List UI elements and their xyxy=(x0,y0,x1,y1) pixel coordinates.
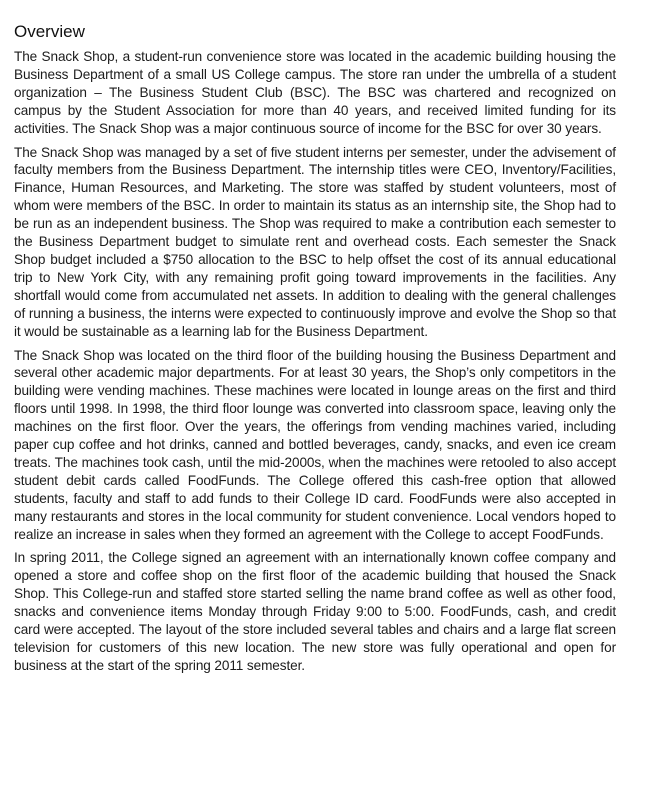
paragraph-new-competitor: In spring 2011, the College signed an agreement with an internationally known coffee company and opened a store and coffee shop on the first floor of the academic building that housed the Snack Shop. This College-run and staffed store started selling the name brand coffee as well as other food, snacks and convenience items Monday through Friday 9:00 to 5:00. FoodFunds, cash, and credit card were accepted. The layout of the store included several tables and chairs and a large flat screen television for customers of this new location. The new store was fully operational and open for business at the start of the spring 2011 semester. xyxy=(14,550,616,673)
document-page xyxy=(14,20,616,681)
paragraph-location-competition: The Snack Shop was located on the third floor of the building housing the Business Department and several other academic major departments. For at least 30 years, the Shop’s only competitors in the building were vending machines. These machines were located in lounge areas on the first and third floors until 1998. In 1998, the third floor lounge was converted into classroom space, leaving only the machines on the first floor. Over the years, the offerings from vending machines varied, including paper cup coffee and hot drinks, canned and bottled beverages, candy, snacks, and even ice cream treats. The machines took cash, until the mid-2000s, when the machines were retooled to also accept student debit cards called FoodFunds. The College offered this cash-free option that allowed students, faculty and staff to add funds to their College ID card. FoodFunds were also accepted in many restaurants and stores in the local community for student convenience. Local vendors hoped to realize an increase in sales when they formed an agreement with the College to accept FoodFunds. xyxy=(14,347,616,542)
section-heading: Overview xyxy=(14,22,85,41)
paragraph-background: The Snack Shop, a student-run convenience store was located in the academic building housing the Business Department of a small US College campus. The store ran under the umbrella of a student organization – The Business Student Club (BSC). The BSC was chartered and recognized on campus by the Student Association for more than 40 years, and received limited funding for its activities. The Snack Shop was a major continuous source of income for the BSC for over 30 years. xyxy=(14,49,616,136)
paragraph-management: The Snack Shop was managed by a set of five student interns per semester, under the advisement of faculty members from the Business Department. The internship titles were CEO, Inventory/Facilities, Finance, Human Resources, and Marketing. The store was staffed by student volunteers, most of whom were members of the BSC. In order to maintain its status as an internship site, the Shop had to be run as an independent business. The Shop was required to make a contribution each semester to the Business Department budget to simulate rent and overhead costs. Each semester the Snack Shop budget included a $750 allocation to the BSC to help offset the cost of its annual educational trip to New York City, with any remaining profit going toward improvements in the facilities. Any shortfall would come from accumulated net assets. In addition to dealing with the general challenges of running a business, the interns were expected to continuously improve and evolve the Shop so that it would be sustainable as a learning lab for the Business Department. xyxy=(14,144,616,339)
